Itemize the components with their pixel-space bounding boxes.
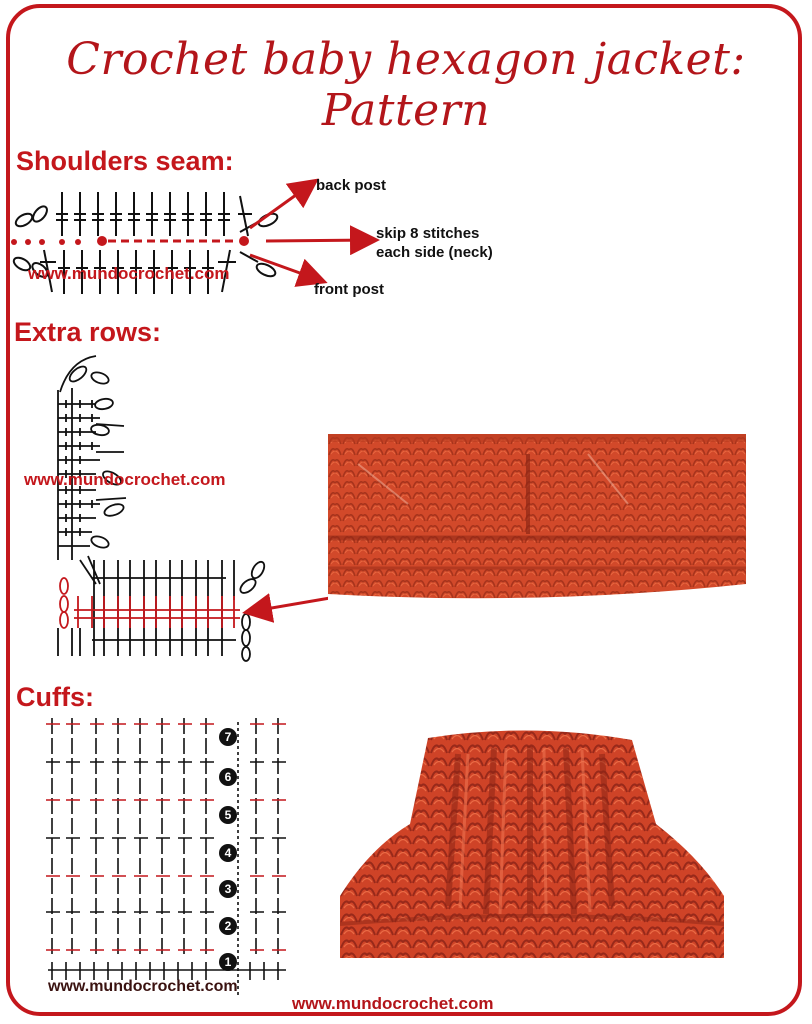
top-post-stitches [56, 192, 252, 236]
back-post-label: back post [316, 177, 387, 194]
seam-line [11, 236, 249, 246]
skip-stitches-label: skip 8 stitches each side (neck) [376, 225, 493, 261]
cuff-row-number-3: 3 [224, 882, 232, 896]
watermark-shoulders: www.mundocrochet.com [28, 264, 230, 283]
cuff-row-number-4: 4 [224, 846, 232, 860]
front-post-label: front post [314, 281, 384, 298]
section-heading-extra-rows: Extra rows: [14, 317, 162, 347]
extra-rows-chart [58, 356, 267, 661]
watermark-extra-rows: www.mundocrochet.com [24, 470, 226, 489]
extra-rows-photo [328, 434, 746, 612]
cuff-row-number-5: 5 [224, 808, 232, 822]
section-heading-cuffs: Cuffs: [16, 682, 94, 712]
cuff-row-number-7: 7 [224, 730, 232, 744]
cuff-row-number-6: 6 [224, 770, 232, 784]
extra-rows-red-row [60, 578, 240, 628]
page-title: Crochet baby hexagon jacket: Pattern [66, 34, 746, 136]
cuffs-chart [46, 718, 286, 998]
extra-rows-arrow [248, 598, 330, 612]
cuffs-photo [340, 728, 724, 958]
cuff-row-number-1: 1 [224, 955, 232, 969]
footer-watermark: www.mundocrochet.com [292, 994, 494, 1013]
section-heading-shoulders: Shoulders seam: [16, 146, 234, 176]
cuff-row-number-2: 2 [224, 919, 232, 933]
watermark-cuffs: www.mundocrochet.com [48, 978, 238, 995]
